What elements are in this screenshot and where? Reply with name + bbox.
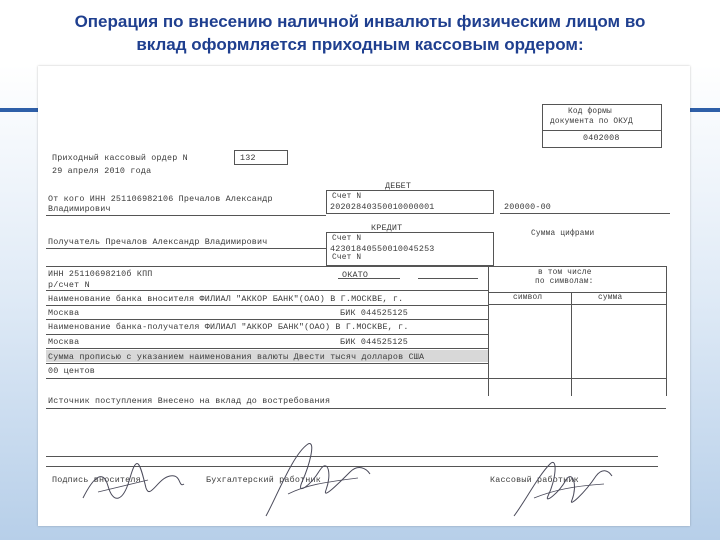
amount-underline — [500, 213, 670, 214]
row-line-5 — [46, 348, 488, 349]
depositor-bank-bik: БИК 044525125 — [340, 308, 408, 318]
slide-title-line-1: Операция по внесению наличной инвалюты физическим лицом во — [74, 12, 646, 31]
symbol-header-line — [488, 292, 666, 293]
recipient: Получатель Пречалов Александр Владимирович — [48, 237, 268, 247]
depositor-bank-city: Москва — [48, 308, 80, 318]
credit-account-label: Счет N — [332, 235, 362, 243]
okud-label-line-2: документа по ОКУД — [550, 118, 633, 126]
depositor-bank: Наименование банка вносителя ФИЛИАЛ "АККОР БАНК"(ОАО) В Г.МОСКВЕ, г. — [48, 294, 404, 304]
row-line-2 — [46, 305, 488, 306]
credit-account-label-2: Счет N — [332, 254, 362, 262]
table-right-border — [666, 266, 667, 396]
accountant-signature — [258, 434, 378, 524]
table-divider-amount — [488, 266, 489, 396]
payer-line-2: Владимирович — [48, 204, 111, 214]
okud-code-value: 0402008 — [583, 133, 620, 143]
including-line-2: по символам: — [535, 278, 594, 286]
cash-receipt-order-scan — [38, 66, 690, 526]
debit-account-label: Счет N — [332, 193, 362, 201]
inn-kpp: ИНН 25110698210б КПП — [48, 269, 153, 279]
credit-label: КРЕДИТ — [371, 223, 403, 233]
okud-code-divider — [542, 130, 662, 131]
accountant-signature-label: Бухгалтерский работник — [206, 475, 321, 485]
source-underline — [46, 408, 666, 409]
recipient-bank-city: Москва — [48, 337, 80, 347]
okato-label: ОКАТО — [342, 270, 369, 280]
amount-figures: 200000-00 — [504, 202, 552, 212]
symbol-column-header: символ — [513, 294, 543, 302]
row-line-1 — [46, 290, 488, 291]
symbol-header-bottom — [488, 304, 666, 305]
row-line-3 — [46, 319, 488, 320]
amount-in-words-line-1: Сумма прописью с указанием наименования валюты Двести тысяч долларов США — [48, 352, 425, 362]
row-line-6 — [46, 363, 488, 364]
payer-underline — [46, 215, 326, 216]
depositor-signature — [78, 458, 188, 508]
accent-bar-left — [0, 108, 40, 112]
amount-in-figures-label: Сумма цифрами — [531, 230, 595, 238]
order-number: 132 — [240, 153, 256, 163]
credit-account-number: 42301840550010045253 — [330, 244, 435, 254]
form-title: Приходный кассовый ордер N — [52, 153, 188, 163]
table-top-border — [46, 266, 666, 267]
account-number-label: р/счет N — [48, 280, 90, 290]
row-line-7 — [46, 378, 666, 379]
order-date: 29 апреля 2010 года — [52, 166, 152, 176]
recipient-bank-bik: БИК 044525125 — [340, 337, 408, 347]
okud-label-line-1: Код формы — [568, 108, 612, 116]
debit-account-number: 20202840350010000001 — [330, 202, 435, 212]
slide-title — [20, 10, 700, 56]
okato-underline-right — [418, 278, 478, 279]
row-line-4 — [46, 334, 488, 335]
cashier-signature-label: Кассовый работник — [490, 475, 579, 485]
recipient-underline — [46, 248, 326, 249]
debit-label: ДЕБЕТ — [385, 181, 412, 191]
slide-title-line-2: вклад оформляется приходным кассовым ордером: — [136, 35, 584, 54]
including-line-1: в том числе — [538, 269, 592, 277]
table-divider-symbol — [571, 292, 572, 396]
recipient-bank: Наименование банка-получателя ФИЛИАЛ "АККОР БАНК"(ОАО) В Г.МОСКВЕ, г. — [48, 322, 409, 332]
accent-bar-right — [690, 108, 720, 112]
source-of-funds: Источник поступления Внесено на вклад до востребования — [48, 396, 331, 406]
cashier-signature — [508, 446, 618, 526]
amount-in-words-line-2: 00 центов — [48, 366, 96, 376]
sum-column-header: сумма — [598, 294, 623, 302]
payer-line-1: От кого ИНН 251106982106 Пречалов Александр — [48, 194, 273, 204]
depositor-signature-label: Подпись вносителя — [52, 475, 141, 485]
